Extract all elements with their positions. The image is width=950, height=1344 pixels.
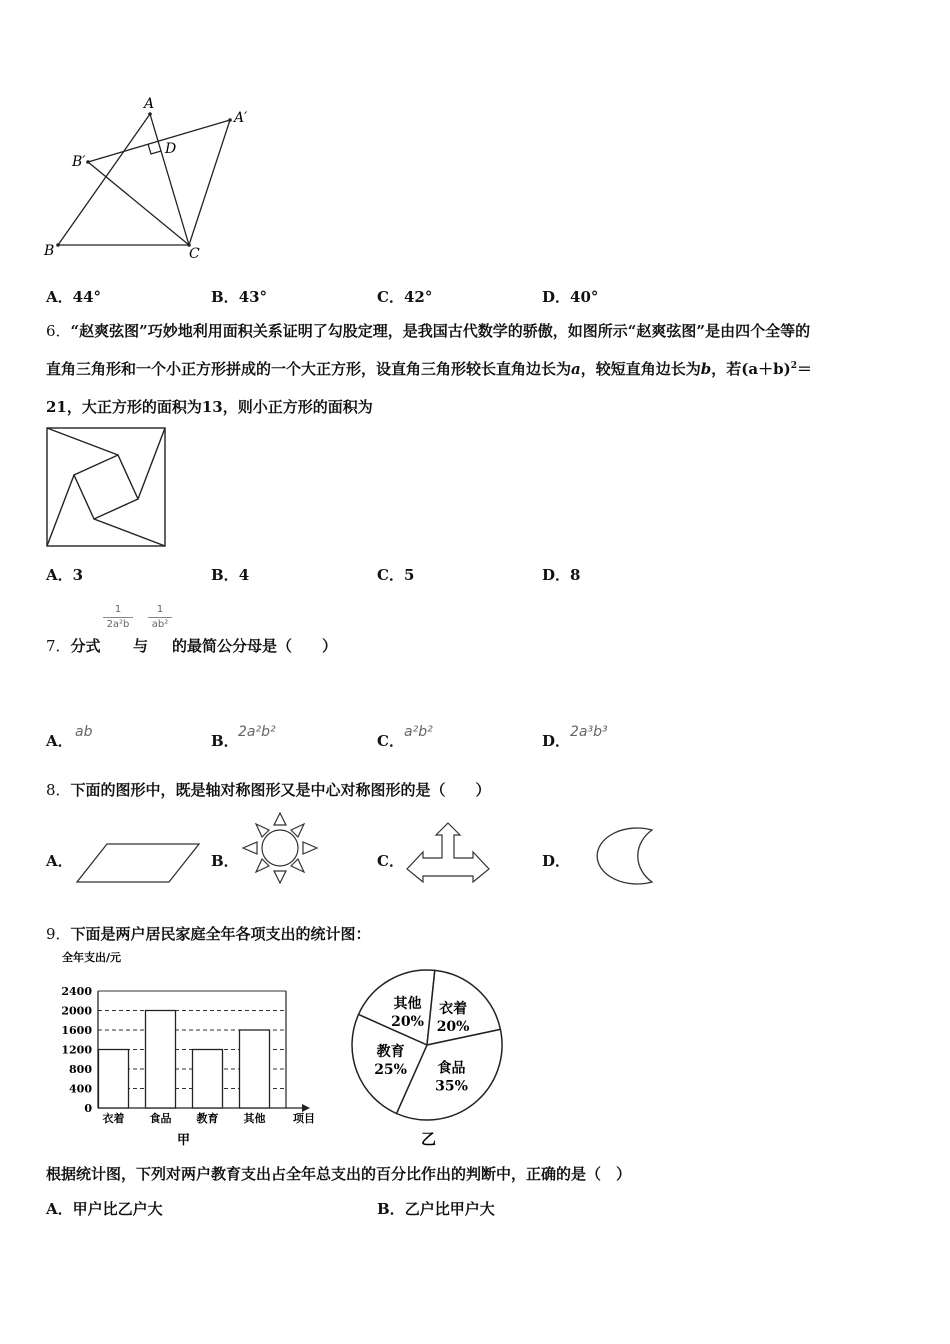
sun-shape [238, 810, 322, 886]
bar-y-tick-label: 2400 [61, 985, 92, 998]
q9-stem: 9．下面是两户居民家庭全年各项支出的统计图： [46, 925, 371, 943]
parallelogram-shape [75, 838, 205, 888]
bar-chart-title: 甲 [177, 1133, 191, 1148]
bar-x-tick-label: 食品 [149, 1112, 172, 1125]
bar-x-axis-title: 项目 [293, 1112, 315, 1125]
q8-option-b[interactable]: B． [211, 852, 239, 870]
q7-fraction-2: 1 ab² [145, 604, 175, 631]
q7-option-a-expr: ab [75, 724, 93, 740]
bar-y-tick-label: 400 [69, 1082, 92, 1096]
q7-prefix: 7．分式 [46, 637, 101, 655]
pie-slice-percent: 20% [436, 1019, 470, 1036]
line-Bp-C [88, 162, 189, 245]
label-C: C [189, 246, 200, 262]
q6-line-1: 6．“赵爽弦图”巧妙地利用面积关系证明了勾股定理，是我国古代数学的骄傲，如图所示“赵爽弦图”是由四个全等的 [46, 322, 811, 340]
q5-geometry-figure [40, 92, 270, 272]
bar-2 [146, 1011, 176, 1109]
pie-slice-label: 教育 [376, 1043, 405, 1060]
bar-y-tick-label: 2000 [61, 1004, 92, 1018]
q6-option-c[interactable]: C．5 [377, 566, 415, 584]
pie-chart-yi [344, 960, 514, 1150]
bar-4 [240, 1030, 270, 1108]
bar-chart-jia [44, 946, 334, 1152]
label-A: A [144, 96, 155, 112]
q5-option-a[interactable]: A．44° [46, 288, 102, 306]
q8-option-d[interactable]: D． [542, 852, 571, 870]
bar-y-tick-label: 1200 [61, 1043, 92, 1057]
line-Bp-Ap [88, 120, 230, 162]
q7-mid: 与 [133, 637, 149, 655]
q6-option-a[interactable]: A．3 [46, 566, 84, 584]
q7-option-a[interactable]: A． [46, 732, 73, 750]
q9-question: 根据统计图，下列对两户教育支出占全年总支出的百分比作出的判断中，正确的是（ ） [46, 1165, 632, 1183]
label-D: D [165, 141, 177, 157]
q9-option-b[interactable]: B．乙户比甲户大 [377, 1200, 495, 1218]
zhao-shuang-chord-figure [46, 427, 168, 549]
label-B-prime: B′ [72, 154, 86, 170]
bar-y-tick-label: 800 [69, 1063, 92, 1076]
three-arrows-shape [403, 820, 493, 886]
label-A-prime: A′ [234, 110, 248, 126]
q7-fraction-1: 1 2a²b [100, 604, 136, 631]
q8-option-c[interactable]: C． [377, 852, 404, 870]
q7-suffix: 的最简公分母是（ ） [172, 637, 338, 655]
q6-option-b[interactable]: B．4 [211, 566, 250, 584]
q7-option-d[interactable]: D． [542, 732, 571, 750]
q5-option-c[interactable]: C．42° [377, 288, 433, 306]
bar-x-axis-arrow [302, 1104, 310, 1112]
q6-line-3: 21，大正方形的面积为13，则小正方形的面积为 [46, 398, 373, 416]
q6-line-2: 直角三角形和一个小正方形拼成的一个大正方形，设直角三角形较长直角边长为a，较短直角边长为b，若$(a+b)^2=$ [46, 360, 812, 378]
bar-x-tick-label: 衣着 [102, 1112, 125, 1125]
pie-slice-label: 食品 [437, 1060, 466, 1077]
bar-1 [99, 1050, 129, 1109]
q7-option-d-expr: 2a³b³ [570, 724, 608, 740]
bar-3 [193, 1050, 223, 1109]
q7-option-b-expr: 2a²b² [238, 724, 276, 740]
q7-option-c-expr: a²b² [404, 724, 433, 740]
q9-option-a[interactable]: A．甲户比乙户大 [46, 1200, 163, 1218]
pie-slice-label: 衣着 [439, 1001, 468, 1018]
q8-stem: 8．下面的图形中，既是轴对称图形又是中心对称图形的是（ ） [46, 781, 491, 799]
bar-y-axis-title: 全年支出/元 [62, 951, 122, 964]
bar-x-tick-label: 其他 [243, 1112, 266, 1125]
q7-option-c[interactable]: C． [377, 732, 404, 750]
line-Ap-C [189, 120, 230, 245]
line-A-B [58, 114, 150, 245]
bar-y-tick-label: 1600 [61, 1024, 92, 1037]
q5-option-b[interactable]: B．43° [211, 288, 268, 306]
q6-option-d[interactable]: D．8 [542, 566, 581, 584]
pie-slice-percent: 35% [435, 1078, 468, 1095]
pie-slice-percent: 20% [391, 1014, 424, 1031]
q8-option-a[interactable]: A． [46, 852, 73, 870]
bar-x-tick-label: 教育 [196, 1112, 219, 1125]
pie-slice-label: 其他 [393, 996, 422, 1013]
bar-y-tick-label: 0 [84, 1102, 92, 1115]
q5-option-d[interactable]: D．40° [542, 288, 599, 306]
crescent-shape [568, 826, 658, 886]
label-B: B [44, 243, 55, 259]
q7-option-b[interactable]: B． [211, 732, 239, 750]
pie-slice-percent: 25% [374, 1061, 407, 1078]
pie-chart-title: 乙 [421, 1130, 437, 1148]
